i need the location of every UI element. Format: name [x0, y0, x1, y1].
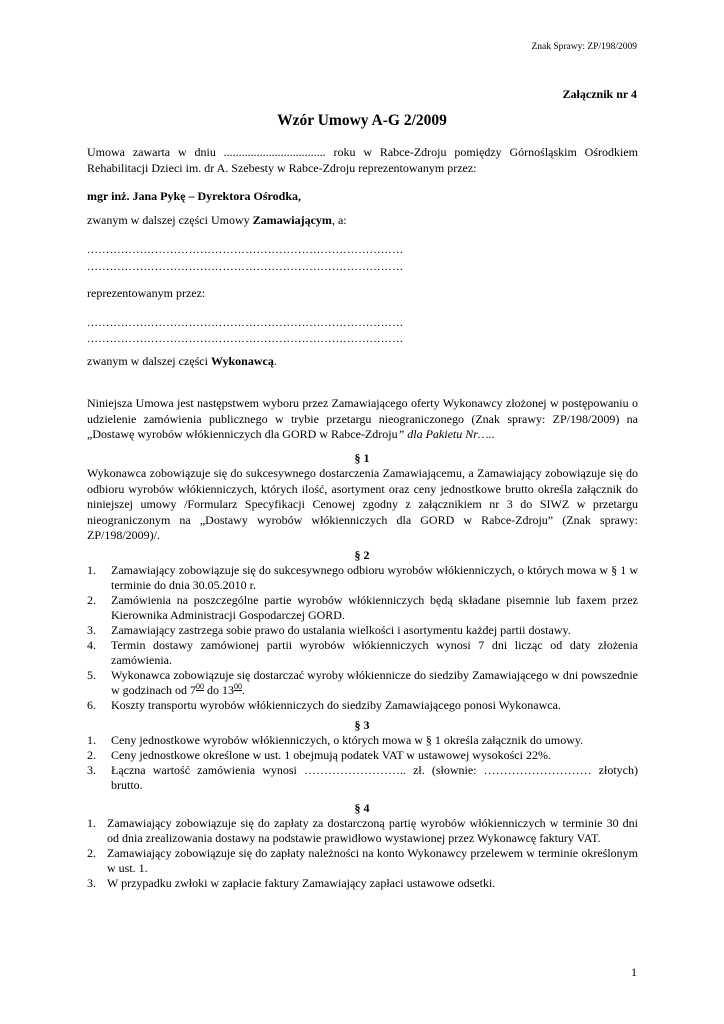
list-item: 2. Ceny jednostkowe określone w ust. 1 obejmują podatek VAT w ustawowej wysokości 22%.: [87, 748, 551, 762]
ordering-party-name: Zamawiającym: [252, 213, 332, 227]
list-item: 3. W przypadku zwłoki w zapłacie faktury Zamawiający zapłaci ustawowe odsetki.: [87, 876, 496, 890]
ordering-party-line: [87, 213, 638, 229]
section-1-text: Wykonawca zobowiązuje się do sukcesywnego dostarczenia Zamawiającemu, a Zamawiający zobowiązuje się do odbioru wyrobów włókienniczych, których ilość, asortyment oraz ceny jednostkowe brutto określa załącznik do niniejszej umowy /Formularz Specyfikacji Cenowej zgodny z załącznikiem nr 3 do SIWZ w przetargu nieograniczonym na „Dostawy wyrobów włókienniczych dla GORD w Rabce-Zdroju” (Znak sprawy: ZP/198/2009)/.: [87, 466, 638, 543]
section-2-list: [87, 563, 638, 713]
contractor-line: [87, 354, 638, 370]
list-item: 1. Zamawiający zobowiązuje się do zapłaty za dostarczoną partię wyrobów włókienniczych w terminie 30 dni od dnia zrealizowania dostawy na podstawie prawidłowo wystawionej przez Wykonawcę faktury VAT.: [87, 816, 638, 845]
blank-line: …………………………………………………………………………: [87, 244, 404, 256]
section-1-heading: § 1: [354, 451, 370, 465]
contractor-suffix: .: [273, 354, 277, 368]
list-item: 3. Łączna wartość zamówienia wynosi …………………….. zł. (słownie: ……………………… złotych) brutto.: [87, 763, 638, 792]
basis-package: ” dla Pakietu Nr….: [397, 427, 492, 442]
case-reference: Znak Sprawy: ZP/198/2009: [531, 42, 637, 52]
intro-paragraph: Umowa zawarta w dniu .................................. roku w Rabce-Zdroju pomiędzy Górnośląskim Ośrodkiem Rehabilitacji Dzieci im. dr A. Szebesty w Rabce-Zdroju reprezentowanym przez:: [87, 145, 638, 175]
list-item: 2. Zamówienia na poszczególne partie wyrobów włókienniczych będą składane pisemnie lub faxem przez Kierownika Administracji Gospodarczej GORD.: [87, 593, 638, 622]
ordering-party-suffix: , a:: [331, 213, 347, 227]
list-item: 3. Zamawiający zastrzega sobie prawo do ustalania wielkości i asortymentu każdej partii dostawy.: [87, 623, 571, 637]
page-number: 1: [631, 965, 637, 979]
list-item: 5. Wykonawca zobowiązuje się dostarczać wyroby włókiennicze do siedziby Zamawiającego w dni powszednie w godzinach od $7^{00}$ do $13^{00}$.: [87, 668, 638, 697]
list-item: 2. Zamawiający zobowiązuje się do zapłaty należności na konto Wykonawcy przelewem w terminie określonym w ust. 1.: [87, 846, 638, 875]
section-4-heading: § 4: [354, 801, 370, 815]
section-2-heading: § 2: [354, 548, 370, 562]
ordering-party-prefix: zwanym w dalszej części Umowy: [87, 213, 253, 227]
basis-text: Niniejsza Umowa jest następstwem wyboru przez Zamawiającego oferty Wykonawcy złożonej w postępowaniu o udzielenie zamówienia publicznego w trybie przetargu nieograniczonego (Znak sprawy: ZP/198/2009) na „Dostawę wyrobów włókienniczych dla GORD w Rabce-Zdroju: [87, 396, 638, 442]
list-item: 1. Ceny jednostkowe wyrobów włókienniczych, o których mowa w § 1 określa załącznik do umowy.: [87, 733, 584, 747]
contractor-name: Wykonawcą: [210, 354, 274, 368]
basis-paragraph: [87, 396, 638, 443]
document-title: Wzór Umowy A-G 2/2009: [277, 112, 447, 129]
blank-line: …………………………………………………………………………: [87, 261, 404, 273]
list-item: 4. Termin dostawy zamówionej partii wyrobów włókienniczych wynosi 7 dni licząc od daty złożenia zamówienia.: [87, 638, 638, 667]
section-3-heading: § 3: [354, 718, 370, 732]
representative: mgr inż. Jana Pykę – Dyrektora Ośrodka,: [87, 189, 302, 203]
blank-line: …………………………………………………………………………: [87, 317, 404, 329]
annex-label: Załącznik nr 4: [562, 87, 637, 101]
list-item: 6. Koszty transportu wyrobów włókienniczych do siedziby Zamawiającego ponosi Wykonawca.: [87, 698, 561, 712]
contractor-prefix: zwanym w dalszej części: [87, 354, 211, 368]
basis-end: .: [491, 427, 495, 442]
list-item: 1. Zamawiający zobowiązuje się do sukcesywnego odbioru wyrobów włókienniczych, o których mowa w § 1 w terminie do dnia 30.05.2010 r.: [87, 563, 638, 592]
represented-by-label: reprezentowanym przez:: [87, 286, 206, 300]
section-3-list: [87, 733, 638, 793]
section-4-list: [87, 816, 638, 891]
blank-line: …………………………………………………………………………: [87, 333, 404, 345]
